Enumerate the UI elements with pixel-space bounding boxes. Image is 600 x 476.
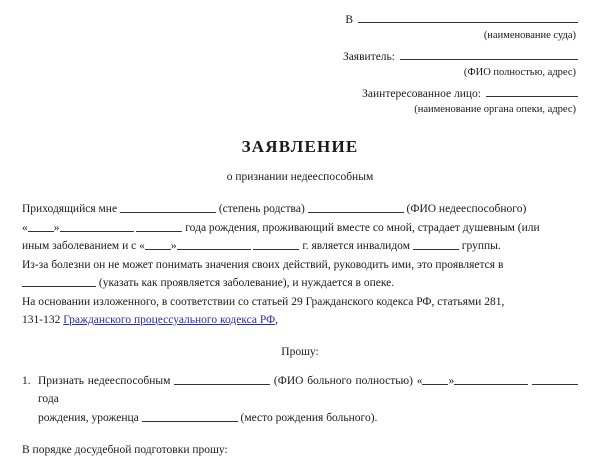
applicant-note: (ФИО полностью, адрес) <box>463 67 576 78</box>
list-item-text <box>38 373 578 408</box>
fill-in-blank[interactable] <box>177 238 251 250</box>
fill-in-blank[interactable] <box>142 410 238 422</box>
court-blank[interactable] <box>358 10 578 23</box>
fill-in-blank[interactable] <box>60 220 134 232</box>
request-heading: Прошу: <box>281 345 319 358</box>
text-run: , <box>275 314 279 326</box>
court-label: В <box>345 14 353 26</box>
text-run: » <box>170 240 177 252</box>
text-run: Признать недееспособным <box>38 375 175 387</box>
paragraph-container <box>22 201 578 330</box>
fill-in-blank[interactable] <box>308 201 404 213</box>
text-run: 131-132 <box>22 314 64 326</box>
interested-party-blank[interactable] <box>486 84 578 97</box>
document-header <box>0 0 600 117</box>
list-item <box>22 373 578 408</box>
para-2-line-2 <box>22 275 578 293</box>
fill-in-blank[interactable] <box>413 238 459 250</box>
legal-reference-link[interactable]: Гражданского процессуального кодекса РФ <box>63 314 276 326</box>
court-line <box>22 10 578 28</box>
page-subtitle: о признании недееспособным <box>226 171 374 183</box>
applicant-line <box>22 47 578 65</box>
closing-text: В порядке досудебной подготовки прошу: <box>22 443 228 456</box>
text-run: (ФИО больного полностью) « <box>270 375 423 387</box>
fill-in-blank[interactable] <box>422 373 448 385</box>
para-1-line-2 <box>22 220 578 238</box>
text-run: На основании изложенного, в соответствии со статьей 29 Гражданского кодекса РФ, статьями 281, <box>22 295 505 308</box>
court-note: (наименование суда) <box>483 30 576 41</box>
list-item-number <box>22 410 38 428</box>
para-1-line-3 <box>22 238 578 256</box>
fill-in-blank[interactable] <box>136 220 182 232</box>
fill-in-blank[interactable] <box>145 238 171 250</box>
text-run: г. является инвалидом <box>299 240 413 252</box>
text-run: иным заболеванием и с « <box>22 240 145 252</box>
text-run: группы. <box>458 240 501 252</box>
text-run: рождения, уроженца <box>38 412 142 424</box>
fill-in-blank[interactable] <box>22 275 96 287</box>
interested-party-note: (наименование органа опеки, адрес) <box>414 104 576 115</box>
text-run: Приходящийся мне <box>22 203 120 215</box>
interested-party-line <box>22 84 578 102</box>
para-3-line-2 <box>22 312 578 330</box>
text-run: (указать как проявляется заболевание), и нуждается в опеке. <box>96 277 395 289</box>
text-run: » <box>53 221 60 234</box>
list-item <box>22 410 578 428</box>
interested-party-label: Заинтересованное лицо: <box>362 88 481 100</box>
list-item-text <box>38 410 578 428</box>
fill-in-blank[interactable] <box>174 373 270 385</box>
text-run: » <box>448 375 455 387</box>
fill-in-blank[interactable] <box>532 373 578 385</box>
text-run: (место рождения больного). <box>237 412 378 424</box>
document-body <box>0 201 600 459</box>
list-item-number: 1. <box>22 375 31 387</box>
request-list <box>22 373 578 428</box>
text-run: (степень родства) <box>215 203 308 215</box>
text-run: года рождения, проживающий вместе со мной, страдает душевным (или <box>182 221 540 234</box>
para-3-line-1 <box>22 294 578 312</box>
applicant-blank[interactable] <box>400 47 578 60</box>
applicant-label: Заявитель: <box>342 51 395 63</box>
para-1-line-1 <box>22 201 578 219</box>
text-run: (ФИО недееспособного) <box>403 203 527 215</box>
para-2-line-1 <box>22 257 578 275</box>
page-title: ЗАЯВЛЕНИЕ <box>241 137 359 156</box>
fill-in-blank[interactable] <box>28 220 54 232</box>
fill-in-blank[interactable] <box>454 373 528 385</box>
text-run: « <box>22 221 28 234</box>
fill-in-blank[interactable] <box>120 201 216 213</box>
text-run: Из-за болезни он не может понимать значения своих действий, руководить ими, это проявляется в <box>22 258 504 271</box>
fill-in-blank[interactable] <box>253 238 299 250</box>
text-run: года <box>38 392 59 405</box>
